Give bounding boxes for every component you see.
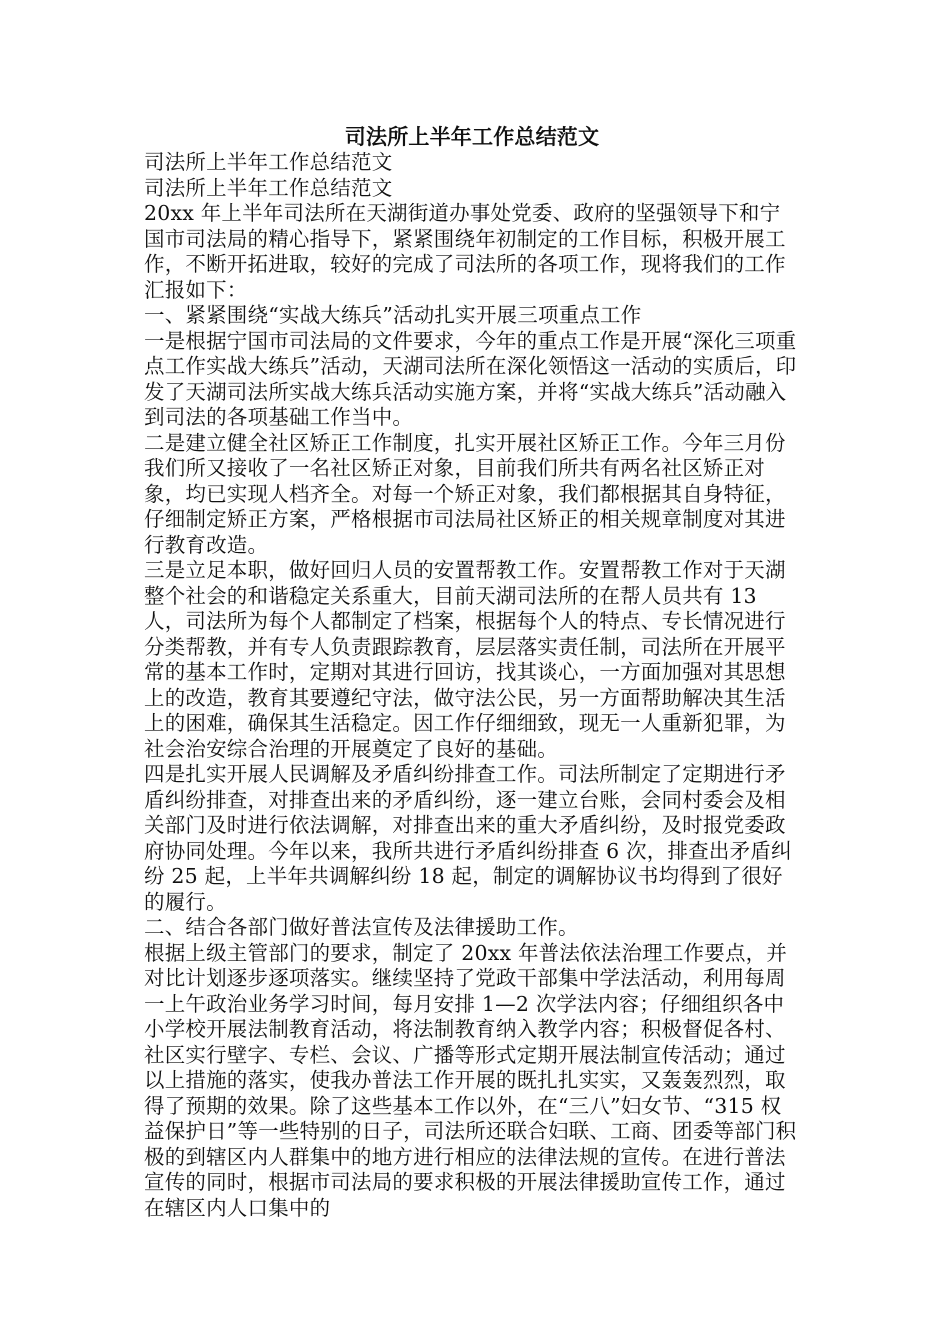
paragraph-item-1: 一是根据宁国市司法局的文件要求，今年的重点工作是开展“深化三项重点工作实战大练兵”活动，天湖司法所在深化领悟这一活动的实质后，印发了天湖司法所实战大练兵活动实施方案，并将“实战大练兵”活动融入到司法的各项基础工作当中。 <box>144 328 797 429</box>
paragraph-item-3: 三是立足本职，做好回归人员的安置帮教工作。安置帮教工作对于天湖整个社会的和谐稳定关系重大，目前天湖司法所的在帮人员共有 13 人，司法所为每个人都制定了档案，根据每个人的特点、专长情况进行分类帮教，并有专人负责跟踪教育，层层落实责任制，司法所在开展平常的基本工作时，定期对其进行回访，找其谈心，一方面加强对其思想上的改造，教育其要遵纪守法，做守法公民，另一方面帮助解决其生活上的困难，确保其生活稳定。因工作仔细细致，现无一人重新犯罪，为社会治安综合治理的开展奠定了良好的基础。 <box>144 558 786 761</box>
section-heading-1: 一、紧紧围绕“实战大练兵”活动扎实开展三项重点工作 <box>144 303 642 327</box>
paragraph-subtitle-2: 司法所上半年工作总结范文 <box>144 175 393 200</box>
paragraph-section-2-body: 根据上级主管部门的要求，制定了 20xx 年普法依法治理工作要点，并对比计划逐步逐项落实。继续坚持了党政干部集中学法活动，利用每周一上午政治业务学习时间，每月安排 1—2 次学法内容；仔细组织各中小学校开展法制教育活动，将法制教育纳入教学内容；积极督促各村、社区实行壁字、专栏、会议、广播等形式定期开展法制宣传活动；通过以上措施的落实，使我办普法工作开展的既扎扎实实，又轰轰烈烈，取得了预期的效果。除了这些基本工作以外，在“三八”妇女节、“315 权益保护日”等一些特别的日子，司法所还联合妇联、工商、团委等部门积极的到辖区内人群集中的地方进行相应的法律法规的宣传。在进行普法宣传的同时，根据市司法局的要求积极的开展法律援助宣传工作，通过在辖区内人口集中的 <box>144 940 797 1220</box>
section-heading-2: 二、结合各部门做好普法宣传及法律援助工作。 <box>144 915 579 939</box>
paragraph-item-2: 二是建立健全社区矫正工作制度，扎实开展社区矫正工作。今年三月份我们所又接收了一名社区矫正对象，目前我们所共有两名社区矫正对象，均已实现人档齐全。对每一个矫正对象，我们都根据其自身特征，仔细制定矫正方案，严格根据市司法局社区矫正的相关规章制度对其进行教育改造。 <box>144 430 786 557</box>
paragraph-intro: 20xx 年上半年司法所在天湖街道办事处党委、政府的坚强领导下和宁国市司法局的精心指导下，紧紧围绕年初制定的工作目标，积极开展工作，不断开拓进取，较好的完成了司法所的各项工作，现将我们的工作汇报如下： <box>144 201 786 302</box>
paragraph-item-4: 四是扎实开展人民调解及矛盾纠纷排查工作。司法所制定了定期进行矛盾纠纷排查，对排查出来的矛盾纠纷，逐一建立台账，会同村委会及相关部门及时进行依法调解，对排查出来的重大矛盾纠纷，及时报党委政府协同处理。今年以来，我所共进行矛盾纠纷排查 6 次，排查出矛盾纠纷 25 起，上半年共调解纠纷 18 起，制定的调解协议书均得到了很好的履行。 <box>144 762 792 914</box>
document-title: 司法所上半年工作总结范文 <box>344 125 600 149</box>
document-page <box>144 124 800 1221</box>
paragraph-subtitle-1: 司法所上半年工作总结范文 <box>144 150 393 174</box>
